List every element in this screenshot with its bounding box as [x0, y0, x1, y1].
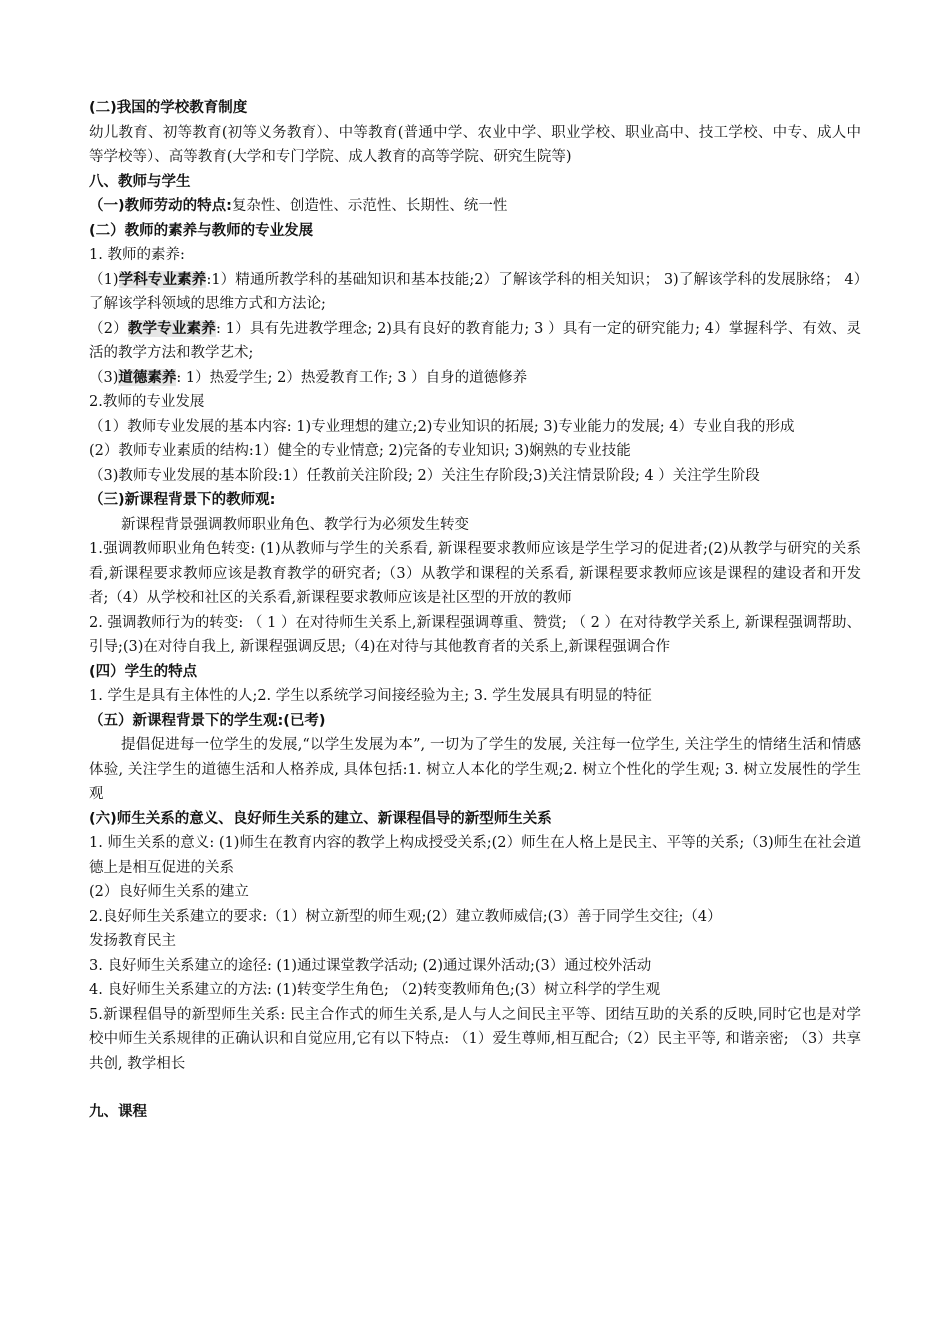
- paragraph: 1.强调教师职业角色转变: (1)从教师与学生的关系看, 新课程要求教师应该是学生学习的促进者;(2)从教学与研究的关系看,新课程要求教师应该是教育教学的研究者;（3）从教学和课程的关系看, 新课程要求教师应该是课程的建设者和开发者;（4）从学校和社区的关系看,新课程要求教师应该是社区型的开放的教师: [89, 541, 861, 606]
- spacer: [89, 1076, 861, 1100]
- paragraph: （1）教师专业发展的基本内容: 1)专业理想的建立;2)专业知识的拓展; 3)专业能力的发展; 4）专业自我的形成: [89, 418, 795, 435]
- paragraph: 1. 师生关系的意义: (1)师生在教育内容的教学上构成授受关系;(2）师生在人格上是民主、平等的关系;（3)师生在社会道德上是相互促进的关系: [89, 835, 861, 876]
- paragraph: 2.良好师生关系建立的要求:（1）树立新型的师生观;(2）建立教师威信;(3）善于同学生交往;（4）: [89, 908, 722, 925]
- item-text: :1）精通所教学科的基础知识和基本技能;2）了解该学科的相关知识； 3)了解该学科的发展脉络； 4）了解该学科领域的思维方式和方法论;: [89, 271, 861, 312]
- item-number: （1): [89, 271, 119, 288]
- paragraph: 新课程背景强调教师职业角色、教学行为必须发生转变: [121, 516, 469, 533]
- item-number: （3): [89, 369, 119, 386]
- paragraph: 提倡促进每一位学生的发展,“以学生发展为本”, 一切为了学生的发展, 关注每一位学生, 关注学生的情绪生活和情感体验, 关注学生的道德生活和人格养成, 具体包括:1. 树立人本化的学生观;2. 树立个性化的学生观; 3. 树立发展性的学生观: [89, 737, 861, 802]
- section-heading: (二)我国的学校教育制度: [89, 100, 248, 116]
- paragraph: 2. 强调教师行为的转变: （ 1 ）在对待师生关系上,新课程强调尊重、赞赏; （ 2 ）在对待教学关系上, 新课程强调帮助、引导;(3)在对待自我上, 新课程强调反思;（4)在对待与其他教育者的关系上,新课程强调合作: [89, 614, 861, 655]
- item-text: : 1）热爱学生; 2）热爱教育工作; 3 ）自身的道德修养: [176, 369, 528, 386]
- section-heading: （五）新课程背景下的学生观:(已考): [89, 712, 326, 729]
- highlight-term: 道德素养: [118, 368, 177, 386]
- paragraph: 5.新课程倡导的新型师生关系: 民主合作式的师生关系,是人与人之间民主平等、团结互助的关系的反映,同时它也是对学校中师生关系规律的正确认识和自觉应用,它有以下特点: （1）爱生尊师,相互配合;（2）民主平等, 和谐亲密; （3）共享共创, 教学相长: [89, 1006, 861, 1072]
- literacy-item-1: [89, 268, 861, 317]
- section-heading: (四）学生的特点: [89, 663, 198, 680]
- section-heading: （三)新课程背景下的教师观:: [89, 492, 276, 508]
- literacy-item-2: [89, 317, 861, 366]
- paragraph: （3)教师专业发展的基本阶段:1）任教前关注阶段; 2）关注生存阶段;3)关注情景阶段; 4 ）关注学生阶段: [89, 467, 760, 484]
- item-number: （2）: [89, 320, 128, 337]
- document-page: [89, 96, 861, 1125]
- paragraph: 发扬教育民主: [89, 933, 176, 949]
- highlight-term: 学科专业素养: [118, 270, 207, 288]
- paragraph: 幼儿教育、初等教育(初等义务教育）、中等教育(普通中学、农业中学、职业学校、职业高中、技工学校、中专、成人中等学校等）、高等教育(大学和专门学院、成人教育的高等学院、研究生院等): [89, 124, 861, 165]
- literacy-item-3: [89, 366, 861, 391]
- paragraph: (2）教师专业素质的结构:1）健全的专业情意; 2)完备的专业知识; 3)娴熟的专业技能: [89, 443, 631, 459]
- paragraph: 4. 良好师生关系建立的方法: (1)转变学生角色; （2)转变教师角色;(3）树立科学的学生观: [89, 982, 661, 998]
- paragraph: 1. 教师的素养:: [89, 247, 185, 263]
- section-heading: (六)师生关系的意义、良好师生关系的建立、新课程倡导的新型师生关系: [89, 810, 552, 827]
- labor-traits-label: （一)教师劳动的特点:: [89, 198, 232, 214]
- highlight-term: 教学专业素养: [127, 319, 217, 337]
- labor-traits-line: [89, 194, 861, 219]
- paragraph: 1. 学生是具有主体性的人;2. 学生以系统学习间接经验为主; 3. 学生发展具有明显的特征: [89, 688, 652, 704]
- item-text: : 1）具有先进教学理念; 2)具有良好的教育能力; 3 ）具有一定的研究能力; 4）掌握科学、有效、灵活的教学方法和教学艺术;: [89, 320, 861, 361]
- chapter-heading: 九、课程: [89, 1104, 147, 1120]
- labor-traits-text: 复杂性、创造性、示范性、长期性、统一性: [231, 198, 508, 214]
- section-heading: (二）教师的素养与教师的专业发展: [89, 222, 314, 239]
- paragraph: 2.教师的专业发展: [89, 394, 205, 410]
- paragraph: (2）良好师生关系的建立: [89, 884, 249, 900]
- chapter-heading: 八、教师与学生: [89, 173, 191, 190]
- paragraph: 3. 良好师生关系建立的途径: (1)通过课堂教学活动; (2)通过课外活动;(3）通过校外活动: [89, 957, 652, 974]
